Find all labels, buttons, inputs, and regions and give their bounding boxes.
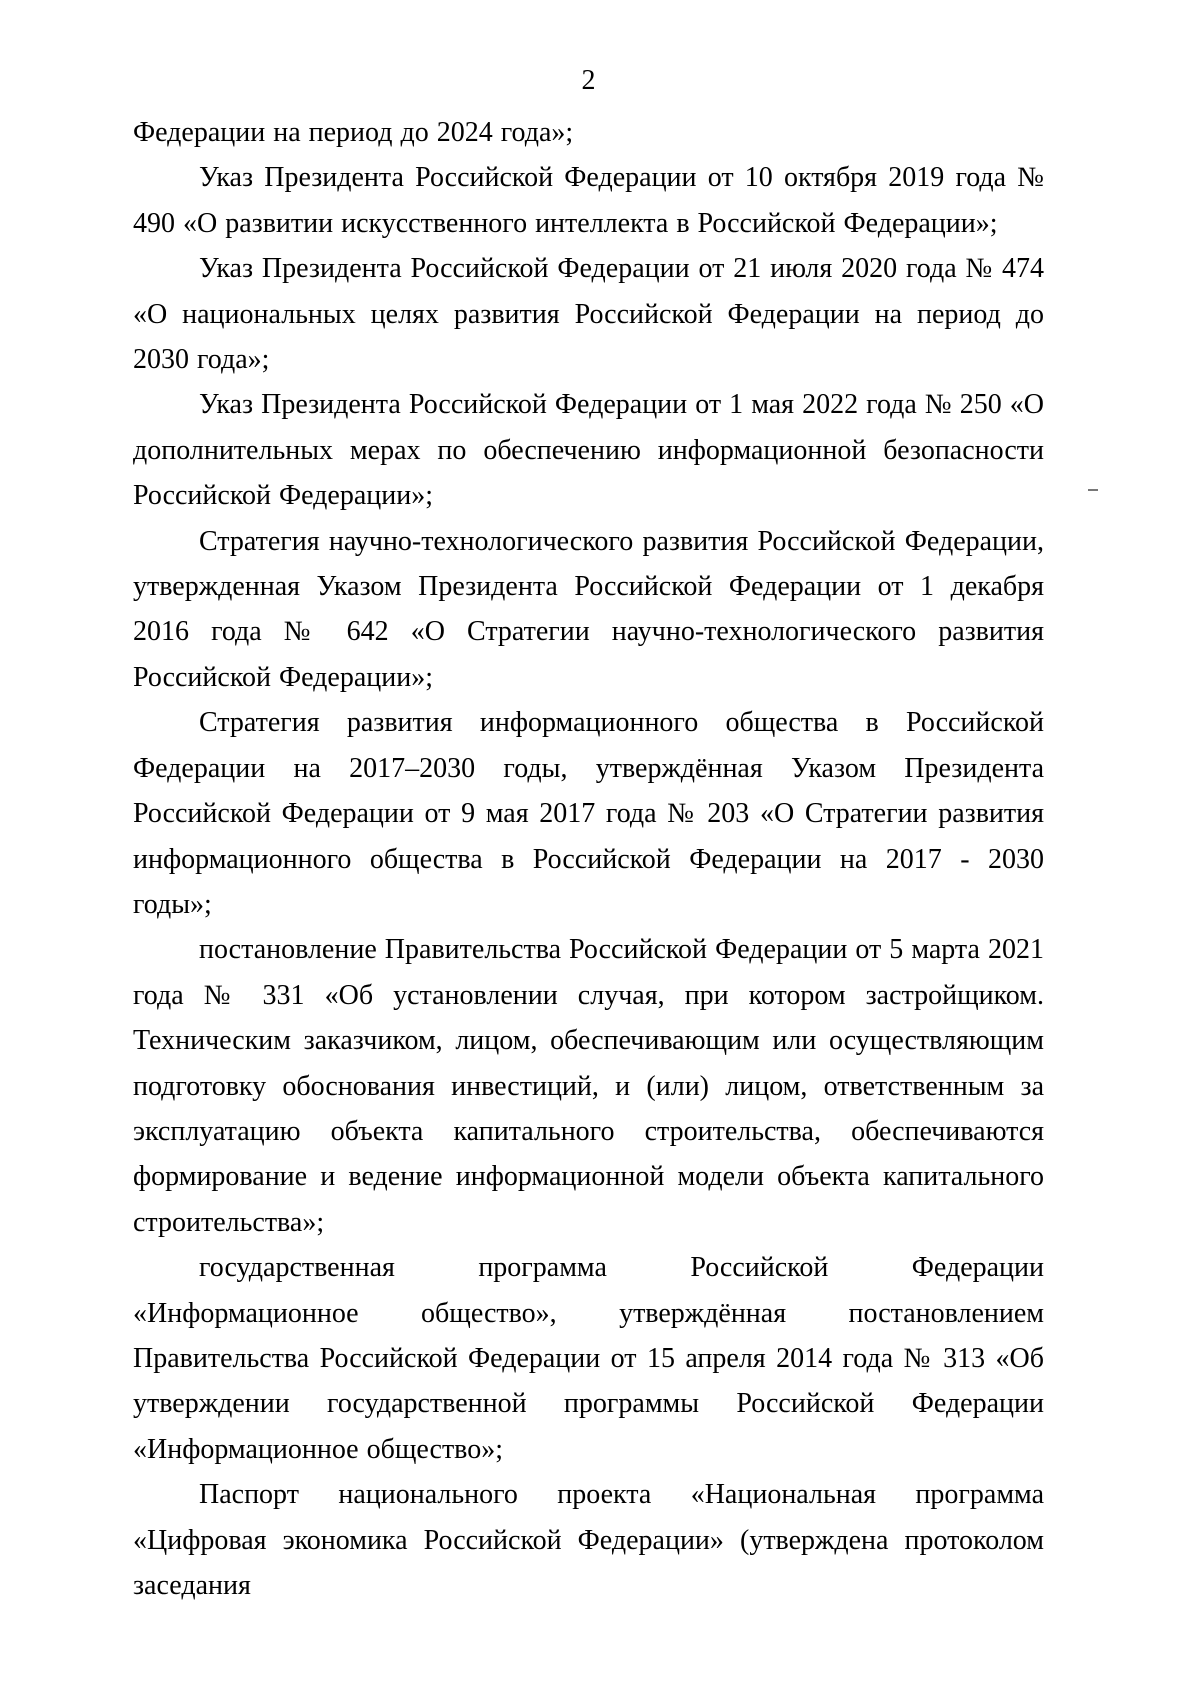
page-number: 2 [581, 65, 596, 96]
paragraph: Указ Президента Российской Федерации от 1 мая 2022 года № 250 «О дополнительных мерах по обеспечению информационной безопасности Российской Федерации»; [133, 389, 1044, 512]
paragraph: Указ Президента Российской Федерации от 10 октября 2019 года № 490 «О развитии искусственного интеллекта в Российской Федерации»; [133, 162, 1044, 239]
paragraph: Федерации на период до 2024 года»; [133, 117, 574, 148]
scan-artifact-dash [1088, 489, 1098, 491]
paragraph: Стратегия развития информационного общества в Российской Федерации на 2017–2030 годы, утверждённая Указом Президента Российской Федерации от 9 мая 2017 года № 203 «О Стратегии развития информационного общества в Российской Федерации на 2017 - 2030 годы»; [133, 707, 1044, 920]
paragraph: Паспорт национального проекта «Национальная программа «Цифровая экономика Российской Федерации» (утверждена протоколом заседания [133, 1479, 1044, 1601]
paragraph: постановление Правительства Российской Федерации от 5 марта 2021 года № 331 «Об установлении случая, при котором застройщиком. Техническим заказчиком, лицом, обеспечивающим или осуществляющим подготовку обоснования инвестиций, и (или) лицом, ответственным за эксплуатацию объекта капитального строительства, обеспечиваются формирование и ведение информационной модели объекта капитального строительства»; [133, 934, 1044, 1238]
paragraph: государственная программа Российской Федерации «Информационное общество», утверждённая постановлением Правительства Российской Федерации от 15 апреля 2014 года № 313 «Об утверждении государственной программы Российской Федерации «Информационное общество»; [133, 1252, 1044, 1465]
paragraph: Указ Президента Российской Федерации от 21 июля 2020 года № 474 «О национальных целях развития Российской Федерации на период до 2030 года»; [133, 253, 1044, 376]
document-text-block [133, 58, 1044, 1608]
paragraph: Стратегия научно-технологического развития Российской Федерации, утвержденная Указом Президента Российской Федерации от 1 декабря 2016 года № 642 «О Стратегии научно-технологического развития Российской Федерации»; [133, 525, 1044, 693]
